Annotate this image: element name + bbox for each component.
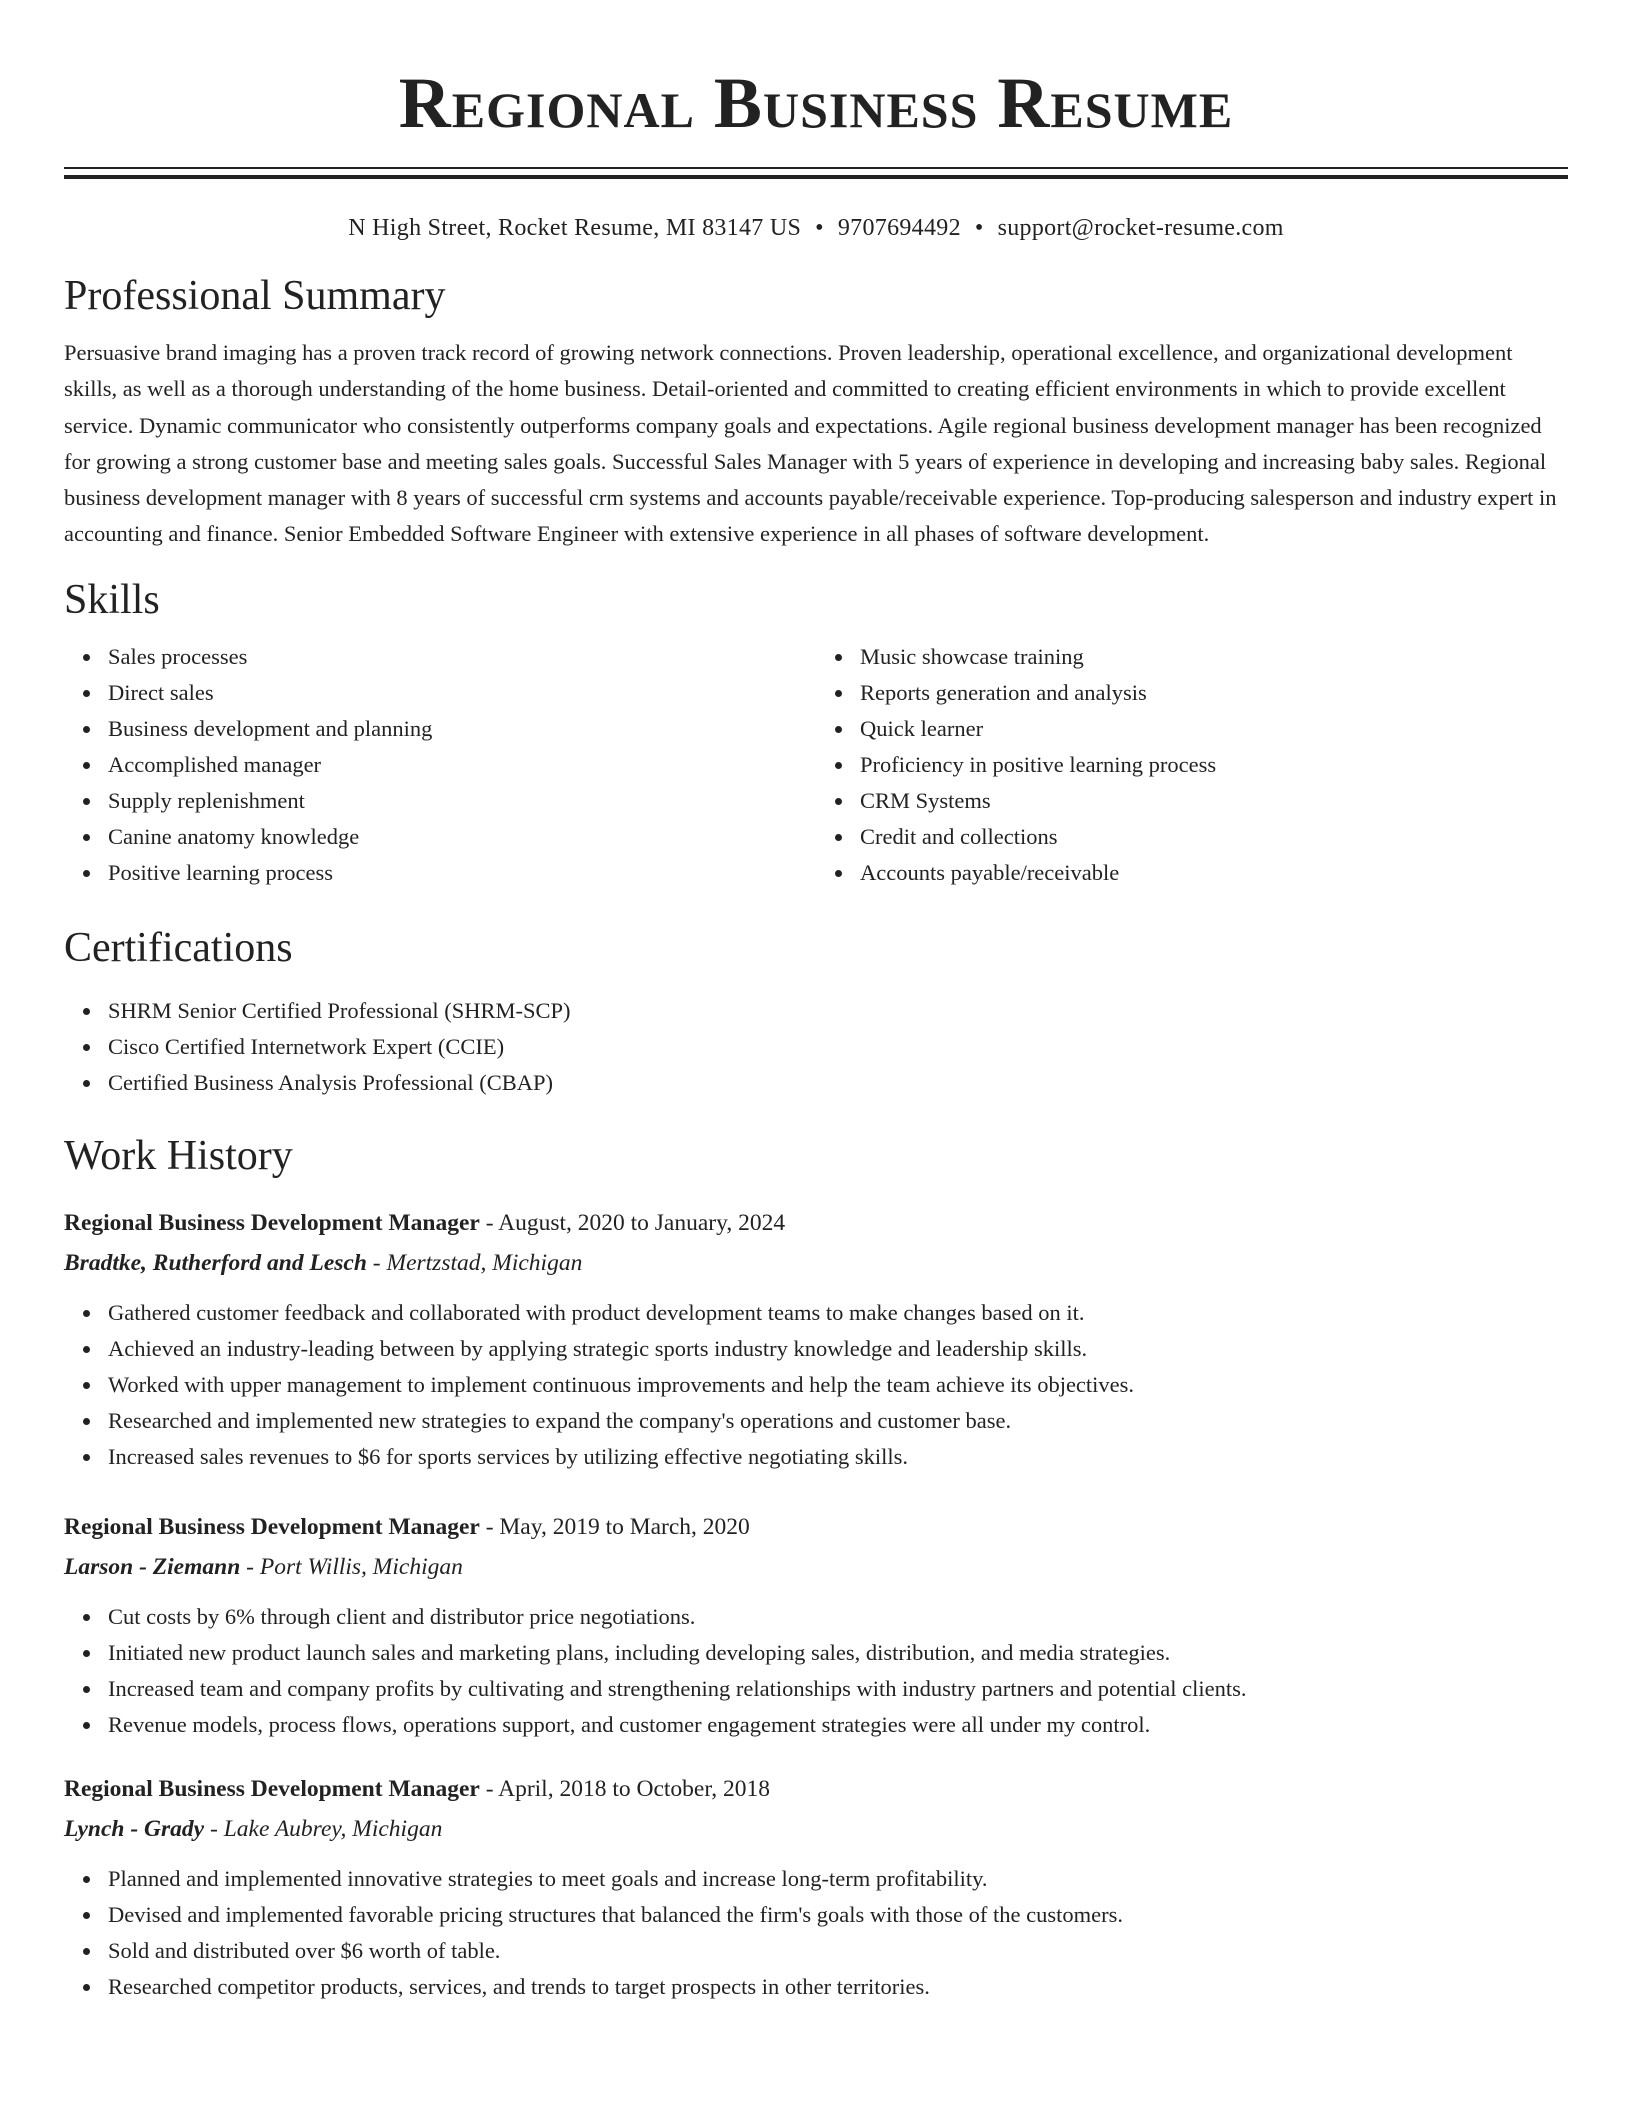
- job-dash: -: [240, 1553, 260, 1580]
- job-bullet: Cut costs by 6% through client and distributor price negotiations.: [108, 1599, 1568, 1635]
- skill-item: Quick learner: [860, 711, 1568, 747]
- contact-line: [64, 213, 1568, 243]
- job-bullet: Revenue models, process flows, operations support, and customer engagement strategies were all under my control.: [108, 1707, 1568, 1743]
- job-bullet: Planned and implemented innovative strategies to meet goals and increase long-term profitability.: [108, 1861, 1568, 1897]
- job-company-line: [64, 1547, 1568, 1587]
- skill-item: Direct sales: [108, 675, 816, 711]
- job-bullets: [64, 1295, 1568, 1475]
- job-company-line: [64, 1809, 1568, 1849]
- title-divider-thick: [64, 175, 1568, 179]
- job-dash: -: [366, 1249, 387, 1276]
- contact-separator: •: [974, 215, 984, 241]
- job-entry: [64, 1203, 1568, 1475]
- job-title-line: [64, 1203, 1568, 1243]
- job-bullet: Worked with upper management to implement continuous improvements and help the team achieve its objectives.: [108, 1367, 1568, 1403]
- job-bullets: [64, 1599, 1568, 1743]
- resume-page: [64, 0, 1568, 2005]
- job-entry: [64, 1507, 1568, 1743]
- job-bullet: Achieved an industry-leading between by applying strategic sports industry knowledge and leadership skills.: [108, 1331, 1568, 1367]
- skill-item: Accomplished manager: [108, 747, 816, 783]
- job-bullet: Increased team and company profits by cultivating and strengthening relationships with industry partners and potential clients.: [108, 1671, 1568, 1707]
- job-bullet: Increased sales revenues to $6 for sports services by utilizing effective negotiating skills.: [108, 1439, 1568, 1475]
- skill-item: Supply replenishment: [108, 783, 816, 819]
- job-bullet: Researched competitor products, services, and trends to target prospects in other territories.: [108, 1969, 1568, 2005]
- skills-columns: [64, 639, 1568, 891]
- job-dash: -: [479, 1513, 500, 1540]
- job-dates: May, 2019 to March, 2020: [499, 1513, 750, 1540]
- job-location: Lake Aubrey, Michigan: [223, 1815, 443, 1842]
- contact-separator: •: [815, 215, 824, 241]
- job-role: Regional Business Development Manager: [64, 1209, 480, 1236]
- skill-item: Sales processes: [108, 639, 816, 675]
- job-dash: -: [204, 1815, 224, 1842]
- job-role: Regional Business Development Manager: [64, 1513, 480, 1540]
- job-bullet: Devised and implemented favorable pricing structures that balanced the firm's goals with those of the customers.: [108, 1897, 1568, 1933]
- job-bullet: Gathered customer feedback and collaborated with product development teams to make changes based on it.: [108, 1295, 1568, 1331]
- job-company: Bradtke, Rutherford and Lesch: [64, 1249, 367, 1276]
- resume-title: Regional Business Resume: [398, 63, 1234, 143]
- skills-list-right: [816, 639, 1568, 891]
- certification-item: SHRM Senior Certified Professional (SHRM-SCP): [108, 993, 1568, 1029]
- skill-item: Positive learning process: [108, 855, 816, 891]
- job-company: Lynch - Grady: [64, 1815, 205, 1842]
- job-role: Regional Business Development Manager: [64, 1775, 480, 1802]
- job-company: Larson - Ziemann: [64, 1553, 241, 1580]
- job-dates: April, 2018 to October, 2018: [498, 1775, 770, 1802]
- certifications-heading: Certifications: [64, 924, 293, 971]
- certifications-list: [64, 993, 1568, 1101]
- skills-heading: Skills: [64, 576, 160, 623]
- skill-item: Business development and planning: [108, 711, 816, 747]
- skill-item: Music showcase training: [860, 639, 1568, 675]
- skill-item: Reports generation and analysis: [860, 675, 1568, 711]
- job-dash: -: [479, 1775, 499, 1802]
- skills-list-left: [64, 639, 816, 891]
- skill-item: CRM Systems: [860, 783, 1568, 819]
- contact-address: N High Street, Rocket Resume, MI 83147 US: [348, 215, 802, 241]
- skill-item: Proficiency in positive learning process: [860, 747, 1568, 783]
- title-divider-thin: [64, 167, 1568, 169]
- work-history-heading: Work History: [64, 1132, 293, 1179]
- contact-email: support@rocket-resume.com: [997, 215, 1284, 241]
- job-title-line: [64, 1769, 1568, 1809]
- job-bullet: Researched and implemented new strategies to expand the company's operations and customer base.: [108, 1403, 1568, 1439]
- certification-item: Certified Business Analysis Professional (CBAP): [108, 1065, 1568, 1101]
- job-location: Mertzstad, Michigan: [386, 1249, 583, 1276]
- job-location: Port Willis, Michigan: [259, 1553, 463, 1580]
- job-entry: [64, 1769, 1568, 2005]
- certification-item: Cisco Certified Internetwork Expert (CCIE): [108, 1029, 1568, 1065]
- skill-item: Canine anatomy knowledge: [108, 819, 816, 855]
- job-dash: -: [479, 1209, 499, 1236]
- contact-phone: 9707694492: [837, 215, 961, 241]
- skill-item: Credit and collections: [860, 819, 1568, 855]
- job-dates: August, 2020 to January, 2024: [498, 1209, 786, 1236]
- summary-heading: Professional Summary: [64, 273, 446, 319]
- job-company-line: [64, 1243, 1568, 1283]
- summary-text: Persuasive brand imaging has a proven track record of growing network connections. Proven leadership, operational excellence, and organizational development skills, as well as a thorough understanding of the home business. Detail-oriented and committed to creating efficient environments in which to provide excellent service. Dynamic communicator who consistently outperforms company goals and expectations. Agile regional business development manager has been recognized for growing a strong customer base and meeting sales goals. Successful Sales Manager with 5 years of experience in developing and increasing baby sales. Regional business development manager with 8 years of successful crm systems and accounts payable/receivable experience. Top-producing salesperson and industry expert in accounting and finance. Senior Embedded Software Engineer with extensive experience in all phases of software development.: [64, 340, 1557, 547]
- job-bullet: Initiated new product launch sales and marketing plans, including developing sales, distribution, and media strategies.: [108, 1635, 1568, 1671]
- job-title-line: [64, 1507, 1568, 1547]
- skill-item: Accounts payable/receivable: [860, 855, 1568, 891]
- job-bullets: [64, 1861, 1568, 2005]
- job-bullet: Sold and distributed over $6 worth of table.: [108, 1933, 1568, 1969]
